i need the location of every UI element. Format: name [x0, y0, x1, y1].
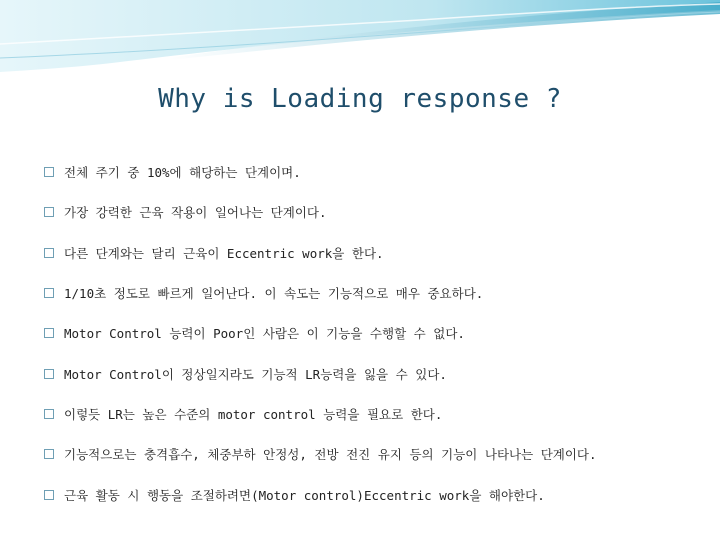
bullet-item — [44, 313, 704, 353]
bullet-text: 다른 단계와는 달리 근육이 Eccentric work을 한다. — [64, 245, 384, 261]
bullet-item — [44, 394, 704, 434]
square-bullet-icon — [44, 248, 54, 258]
bullet-text: 근육 활동 시 행동을 조절하려면(Motor control)Eccentric work을 해야한다. — [64, 487, 545, 503]
bullet-text: Motor Control이 정상일지라도 기능적 LR능력을 잃을 수 있다. — [64, 366, 447, 382]
bullet-text: Motor Control 능력이 Poor인 사람은 이 기능을 수행할 수 없다. — [64, 326, 465, 342]
square-bullet-icon — [44, 409, 54, 419]
header-wave-banner — [0, 0, 720, 80]
bullet-item — [44, 152, 704, 192]
slide-title: Why is Loading response ? — [158, 84, 562, 114]
bullet-text: 전체 주기 중 10%에 해당하는 단계이며. — [64, 165, 301, 181]
bullet-item — [44, 233, 704, 273]
bullet-text: 1/10초 정도로 빠르게 일어난다. 이 속도는 기능적으로 매우 중요하다. — [64, 286, 484, 302]
square-bullet-icon — [44, 207, 54, 217]
square-bullet-icon — [44, 490, 54, 500]
bullet-text: 기능적으로는 충격흡수, 체중부하 안정성, 전방 전진 유지 등의 기능이 나타나는 단계이다. — [64, 447, 597, 463]
bullet-item — [44, 273, 704, 313]
bullet-text: 이렇듯 LR는 높은 수준의 motor control 능력을 필요로 한다. — [64, 406, 443, 422]
bullet-item — [44, 474, 704, 514]
bullet-item — [44, 353, 704, 393]
square-bullet-icon — [44, 328, 54, 338]
bullet-item — [44, 434, 704, 474]
bullet-list — [44, 152, 704, 515]
square-bullet-icon — [44, 369, 54, 379]
square-bullet-icon — [44, 449, 54, 459]
bullet-item — [44, 192, 704, 232]
square-bullet-icon — [44, 167, 54, 177]
square-bullet-icon — [44, 288, 54, 298]
bullet-text: 가장 강력한 근육 작용이 일어나는 단계이다. — [64, 205, 327, 221]
